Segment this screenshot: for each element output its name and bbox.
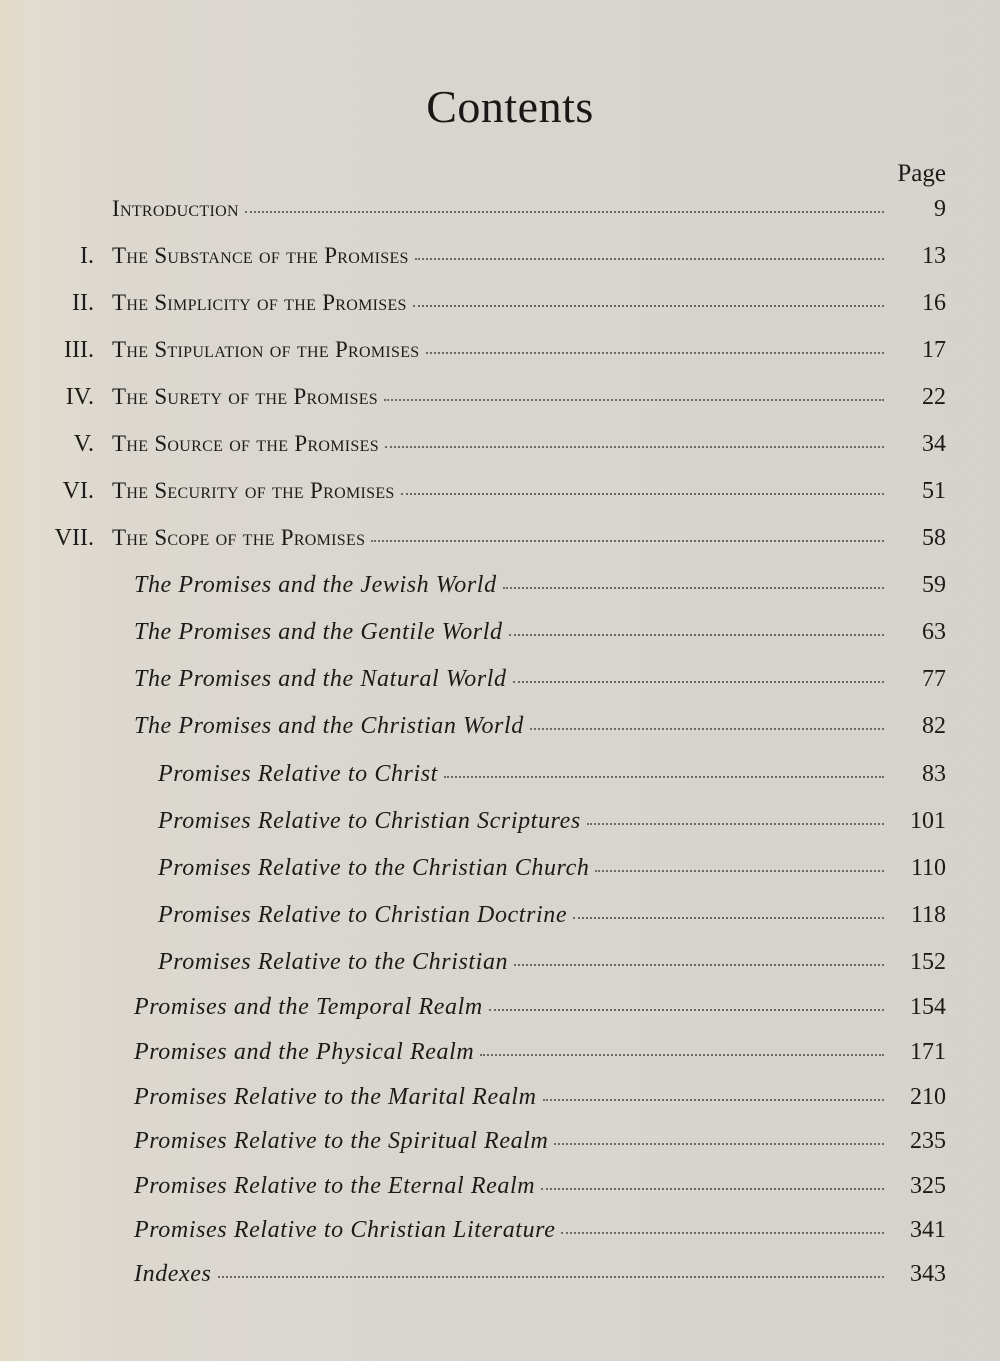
entry-label: The Promises and the Christian World	[134, 713, 524, 739]
entry-label: Promises Relative to the Eternal Realm	[134, 1173, 536, 1199]
entry-label: Promises Relative to the Marital Realm	[134, 1084, 537, 1110]
page-number: 82	[922, 713, 946, 739]
page-number: 341	[910, 1217, 946, 1243]
toc-entry	[0, 808, 1000, 848]
entry-label: The Surety of the Promises	[112, 384, 378, 409]
dot-leader	[489, 1008, 884, 1011]
dot-leader	[413, 304, 884, 307]
toc-entry	[0, 666, 1000, 706]
entry-label: The Simplicity of the Promises	[112, 290, 407, 315]
toc-entry	[0, 949, 1000, 989]
page-number: 118	[910, 902, 946, 928]
dot-leader	[245, 210, 884, 213]
page-number: 101	[910, 808, 946, 834]
toc-entry	[0, 196, 1000, 236]
toc-entry	[0, 1084, 1000, 1124]
entry-label: Promises and the Physical Realm	[134, 1039, 475, 1065]
dot-leader	[587, 822, 884, 825]
toc-entry	[0, 855, 1000, 895]
toc-entry	[0, 619, 1000, 659]
page-number: 34	[922, 431, 946, 457]
page-number: 58	[922, 525, 946, 551]
toc-entry	[0, 902, 1000, 942]
toc-entry	[0, 478, 1000, 518]
chapter-numeral: V.	[73, 431, 94, 457]
entry-label: The Security of the Promises	[112, 478, 395, 503]
toc-entry	[0, 761, 1000, 801]
dot-leader	[384, 398, 884, 401]
entry-label: The Promises and the Jewish World	[134, 572, 497, 598]
page-column-label: Page	[897, 160, 946, 187]
page-number: 83	[922, 761, 946, 787]
toc-entry	[0, 1261, 1000, 1301]
entry-label: Indexes	[134, 1261, 212, 1287]
page-number: 210	[910, 1084, 946, 1110]
dot-leader	[480, 1053, 884, 1056]
entry-label: The Substance of the Promises	[112, 243, 409, 268]
dot-leader	[595, 869, 884, 872]
page-title: Contents	[426, 81, 594, 132]
dot-leader	[514, 963, 884, 966]
toc-entry	[0, 1217, 1000, 1257]
toc-entry	[0, 243, 1000, 283]
entry-label: The Source of the Promises	[112, 431, 379, 456]
entry-label: The Scope of the Promises	[112, 525, 366, 550]
page-number: 171	[910, 1039, 946, 1065]
entry-label: The Promises and the Natural World	[134, 666, 507, 692]
page-number: 9	[934, 196, 946, 222]
dot-leader	[371, 539, 884, 542]
toc-entry	[0, 713, 1000, 753]
entry-label: The Stipulation of the Promises	[112, 337, 420, 362]
toc-entry	[0, 431, 1000, 471]
chapter-numeral: VI.	[62, 478, 94, 504]
page-number: 63	[922, 619, 946, 645]
page-number: 16	[922, 290, 946, 316]
dot-leader	[561, 1231, 884, 1234]
entry-label: Promises Relative to Christian Doctrine	[158, 902, 568, 928]
entry-label: The Promises and the Gentile World	[134, 619, 503, 645]
toc-entry	[0, 1039, 1000, 1079]
dot-leader	[530, 727, 884, 730]
page-number: 13	[922, 243, 946, 269]
toc-entry	[0, 994, 1000, 1034]
chapter-numeral: VII.	[54, 525, 94, 551]
toc-entry	[0, 1173, 1000, 1213]
dot-leader	[541, 1187, 884, 1190]
dot-leader	[513, 680, 884, 683]
entry-label: Promises Relative to the Christian	[158, 949, 509, 975]
page-number: 17	[922, 337, 946, 363]
dot-leader	[509, 633, 884, 636]
toc-entry	[0, 525, 1000, 565]
page-number: 235	[910, 1128, 946, 1154]
toc-entry	[0, 337, 1000, 377]
entry-label: Promises Relative to Christian Literature	[134, 1217, 556, 1243]
dot-leader	[554, 1142, 884, 1145]
page-number: 152	[910, 949, 946, 975]
toc-entry	[0, 572, 1000, 612]
toc-entry	[0, 384, 1000, 424]
entry-label: Promises Relative to the Christian Church	[158, 855, 590, 881]
dot-leader	[543, 1098, 885, 1101]
entry-label: Introduction	[112, 196, 239, 221]
entry-label: Promises and the Temporal Realm	[134, 994, 483, 1020]
toc-entry	[0, 290, 1000, 330]
page-number: 22	[922, 384, 946, 410]
dot-leader	[401, 492, 884, 495]
dot-leader	[503, 586, 884, 589]
dot-leader	[573, 916, 884, 919]
chapter-numeral: IV.	[65, 384, 94, 410]
dot-leader	[426, 351, 885, 354]
page-number: 77	[922, 666, 946, 692]
page-number: 110	[910, 855, 946, 881]
dot-leader	[444, 775, 884, 778]
chapter-numeral: I.	[80, 243, 94, 269]
page-number: 59	[922, 572, 946, 598]
chapter-numeral: III.	[64, 337, 94, 363]
entry-label: Promises Relative to the Spiritual Realm	[134, 1128, 549, 1154]
chapter-numeral: II.	[72, 290, 94, 316]
dot-leader	[218, 1275, 885, 1278]
page-number: 343	[910, 1261, 946, 1287]
toc-entry	[0, 1128, 1000, 1168]
page-number: 154	[910, 994, 946, 1020]
entry-label: Promises Relative to Christian Scriptures	[158, 808, 581, 834]
dot-leader	[385, 445, 884, 448]
page-number: 325	[910, 1173, 946, 1199]
page-number: 51	[922, 478, 946, 504]
entry-label: Promises Relative to Christ	[158, 761, 438, 787]
dot-leader	[415, 257, 884, 260]
